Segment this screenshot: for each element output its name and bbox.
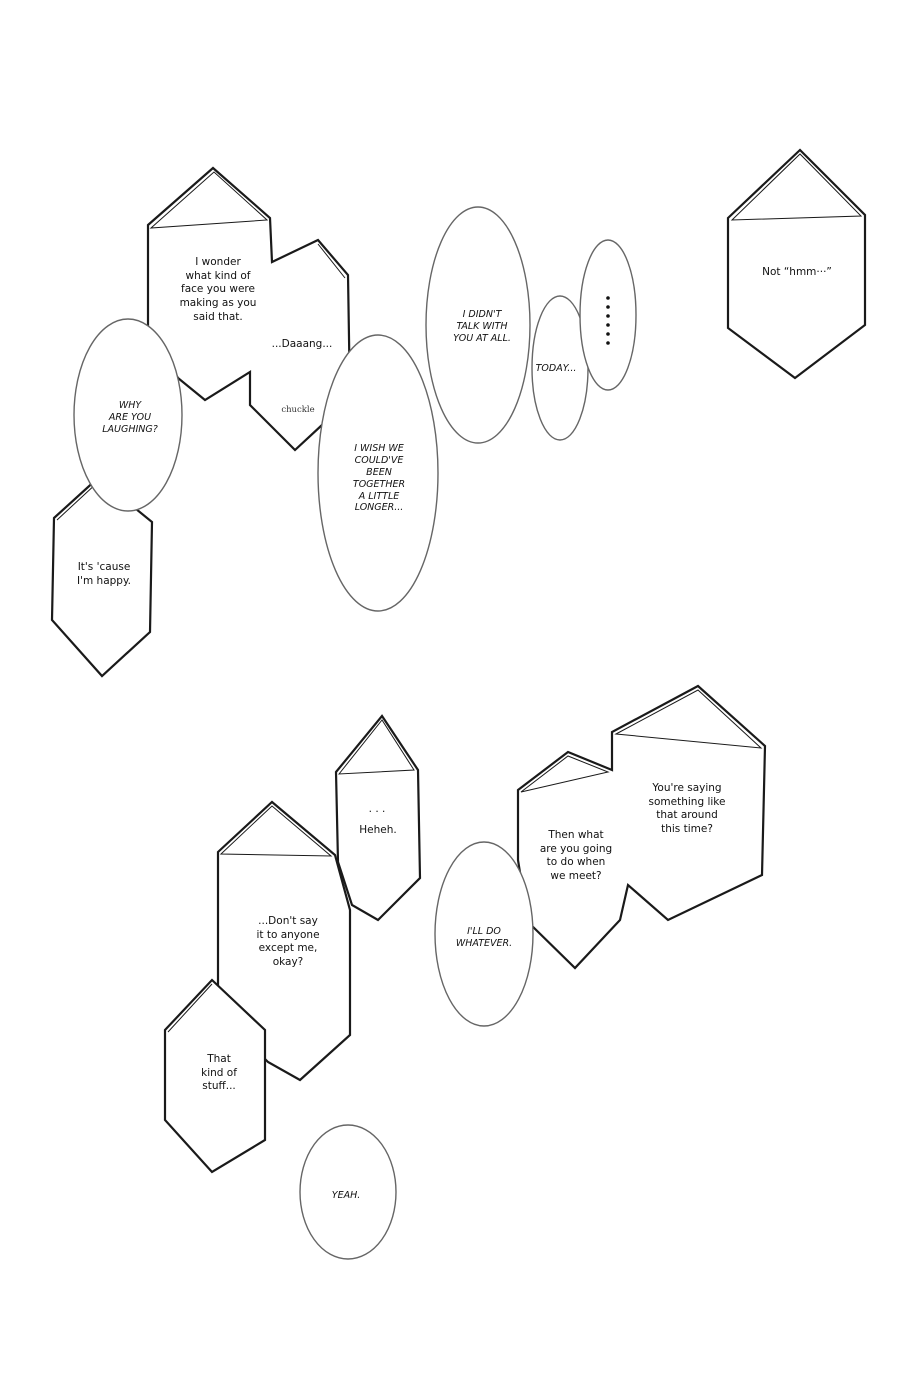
text-ill-do: I'LL DO WHATEVER.	[455, 926, 513, 949]
text-heheh: Heheh.	[359, 824, 397, 836]
hex-bubble-not-hmm	[728, 150, 865, 378]
text-didnt-talk: I DIDN'T TALK WITH YOU AT ALL.	[453, 309, 511, 344]
text-wonder: I wonder what kind of face you were making as you said that.	[179, 256, 257, 323]
text-not-hmm: Not “hmm···”	[762, 266, 832, 278]
text-dont-say: ...Don't say it to anyone except me, okay?	[256, 915, 320, 968]
text-wish-longer: I WISH WE COULD'VE BEEN TOGETHER A LITTLE LONGER...	[352, 443, 406, 514]
text-chuckle-sfx: chuckle	[281, 405, 315, 415]
text-why-laughing: WHY ARE YOU LAUGHING?	[102, 400, 158, 435]
text-ellipsis: · · ·	[368, 806, 386, 818]
text-youre-saying: You're saying something like that around this time?	[648, 782, 726, 835]
text-daaang: ...Daaang...	[271, 338, 333, 350]
text-that-kind: That kind of stuff...	[201, 1053, 237, 1093]
text-today: TODAY...	[535, 363, 577, 374]
text-cause-happy: It's 'cause I'm happy.	[76, 561, 132, 587]
text-then-what: Then what are you going to do when we meet?	[539, 829, 613, 882]
text-yeah: YEAH.	[331, 1190, 361, 1201]
